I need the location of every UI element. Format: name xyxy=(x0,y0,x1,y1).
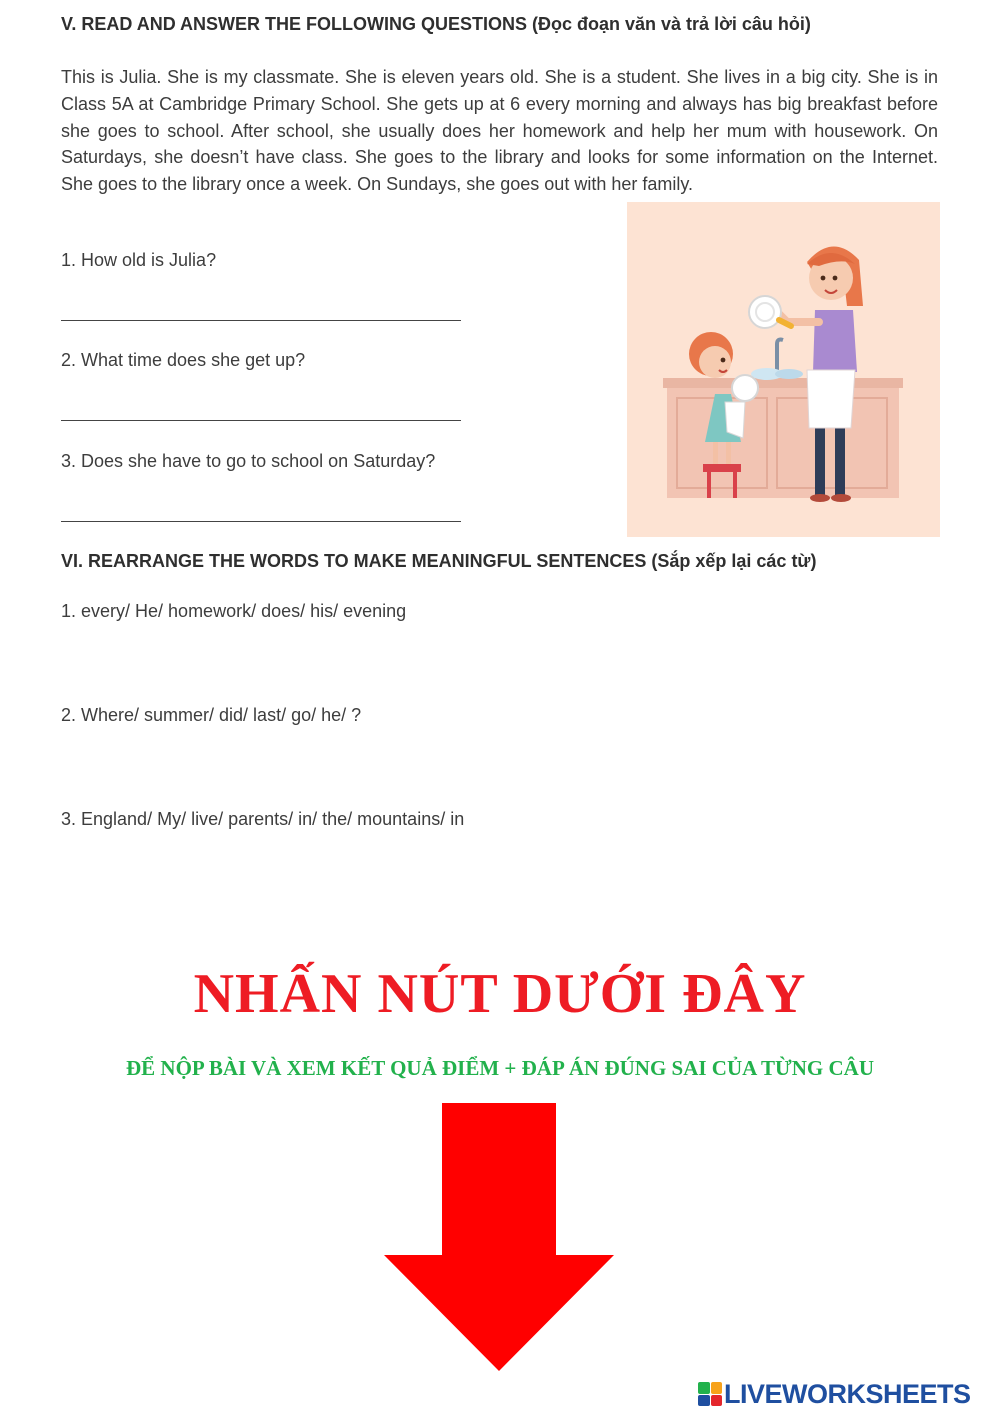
cta-subtitle: ĐỂ NỘP BÀI VÀ XEM KẾT QUẢ ĐIỂM + ĐÁP ÁN ĐÚNG SAI CỦA TỪNG CÂU xyxy=(125,1056,874,1080)
rearrange-item-3: 3. England/ My/ live/ parents/ in/ the/ mountains/ in xyxy=(61,809,465,829)
question-1: 1. How old is Julia? xyxy=(61,250,217,270)
cta-title: NHẤN NÚT DƯỚI ĐÂY xyxy=(193,963,807,1025)
logo-text: LIVEWORKSHEETS xyxy=(724,1378,971,1409)
question-3: 3. Does she have to go to school on Saturday? xyxy=(61,451,436,471)
answer-line-3[interactable] xyxy=(61,521,461,522)
down-arrow-icon xyxy=(384,1103,614,1371)
section-5-heading: V. READ AND ANSWER THE FOLLOWING QUESTIONS (Đọc đoạn văn và trả lời câu hỏi) xyxy=(61,14,811,34)
reading-passage: This is Julia. She is my classmate. She is eleven years old. She is a student. She lives in a big city. She is in Class 5A at Cambridge Primary School. She gets up at 6 every morning and always has big breakfast before she goes to school. After school, she usually does her homework and help her mum with housework. On Saturdays, she doesn’t have class. She goes to the library and looks for some information on the Internet. She goes to the library once a week. On Sundays, she goes out with her family. xyxy=(61,67,938,195)
rearrange-item-1: 1. every/ He/ homework/ does/ his/ evening xyxy=(61,601,407,621)
question-2: 2. What time does she get up? xyxy=(61,350,306,370)
section-6-heading: VI. REARRANGE THE WORDS TO MAKE MEANINGFUL SENTENCES (Sắp xếp lại các từ) xyxy=(61,551,817,571)
answer-line-1[interactable] xyxy=(61,320,461,321)
answer-line-2[interactable] xyxy=(61,420,461,421)
rearrange-item-2: 2. Where/ summer/ did/ last/ go/ he/ ? xyxy=(61,705,362,725)
illustration-washing-dishes xyxy=(627,202,940,537)
logo-badge-icon xyxy=(698,1382,722,1406)
mother-daughter-dishes-image xyxy=(627,202,940,537)
liveworksheets-logo[interactable] xyxy=(698,1378,971,1410)
